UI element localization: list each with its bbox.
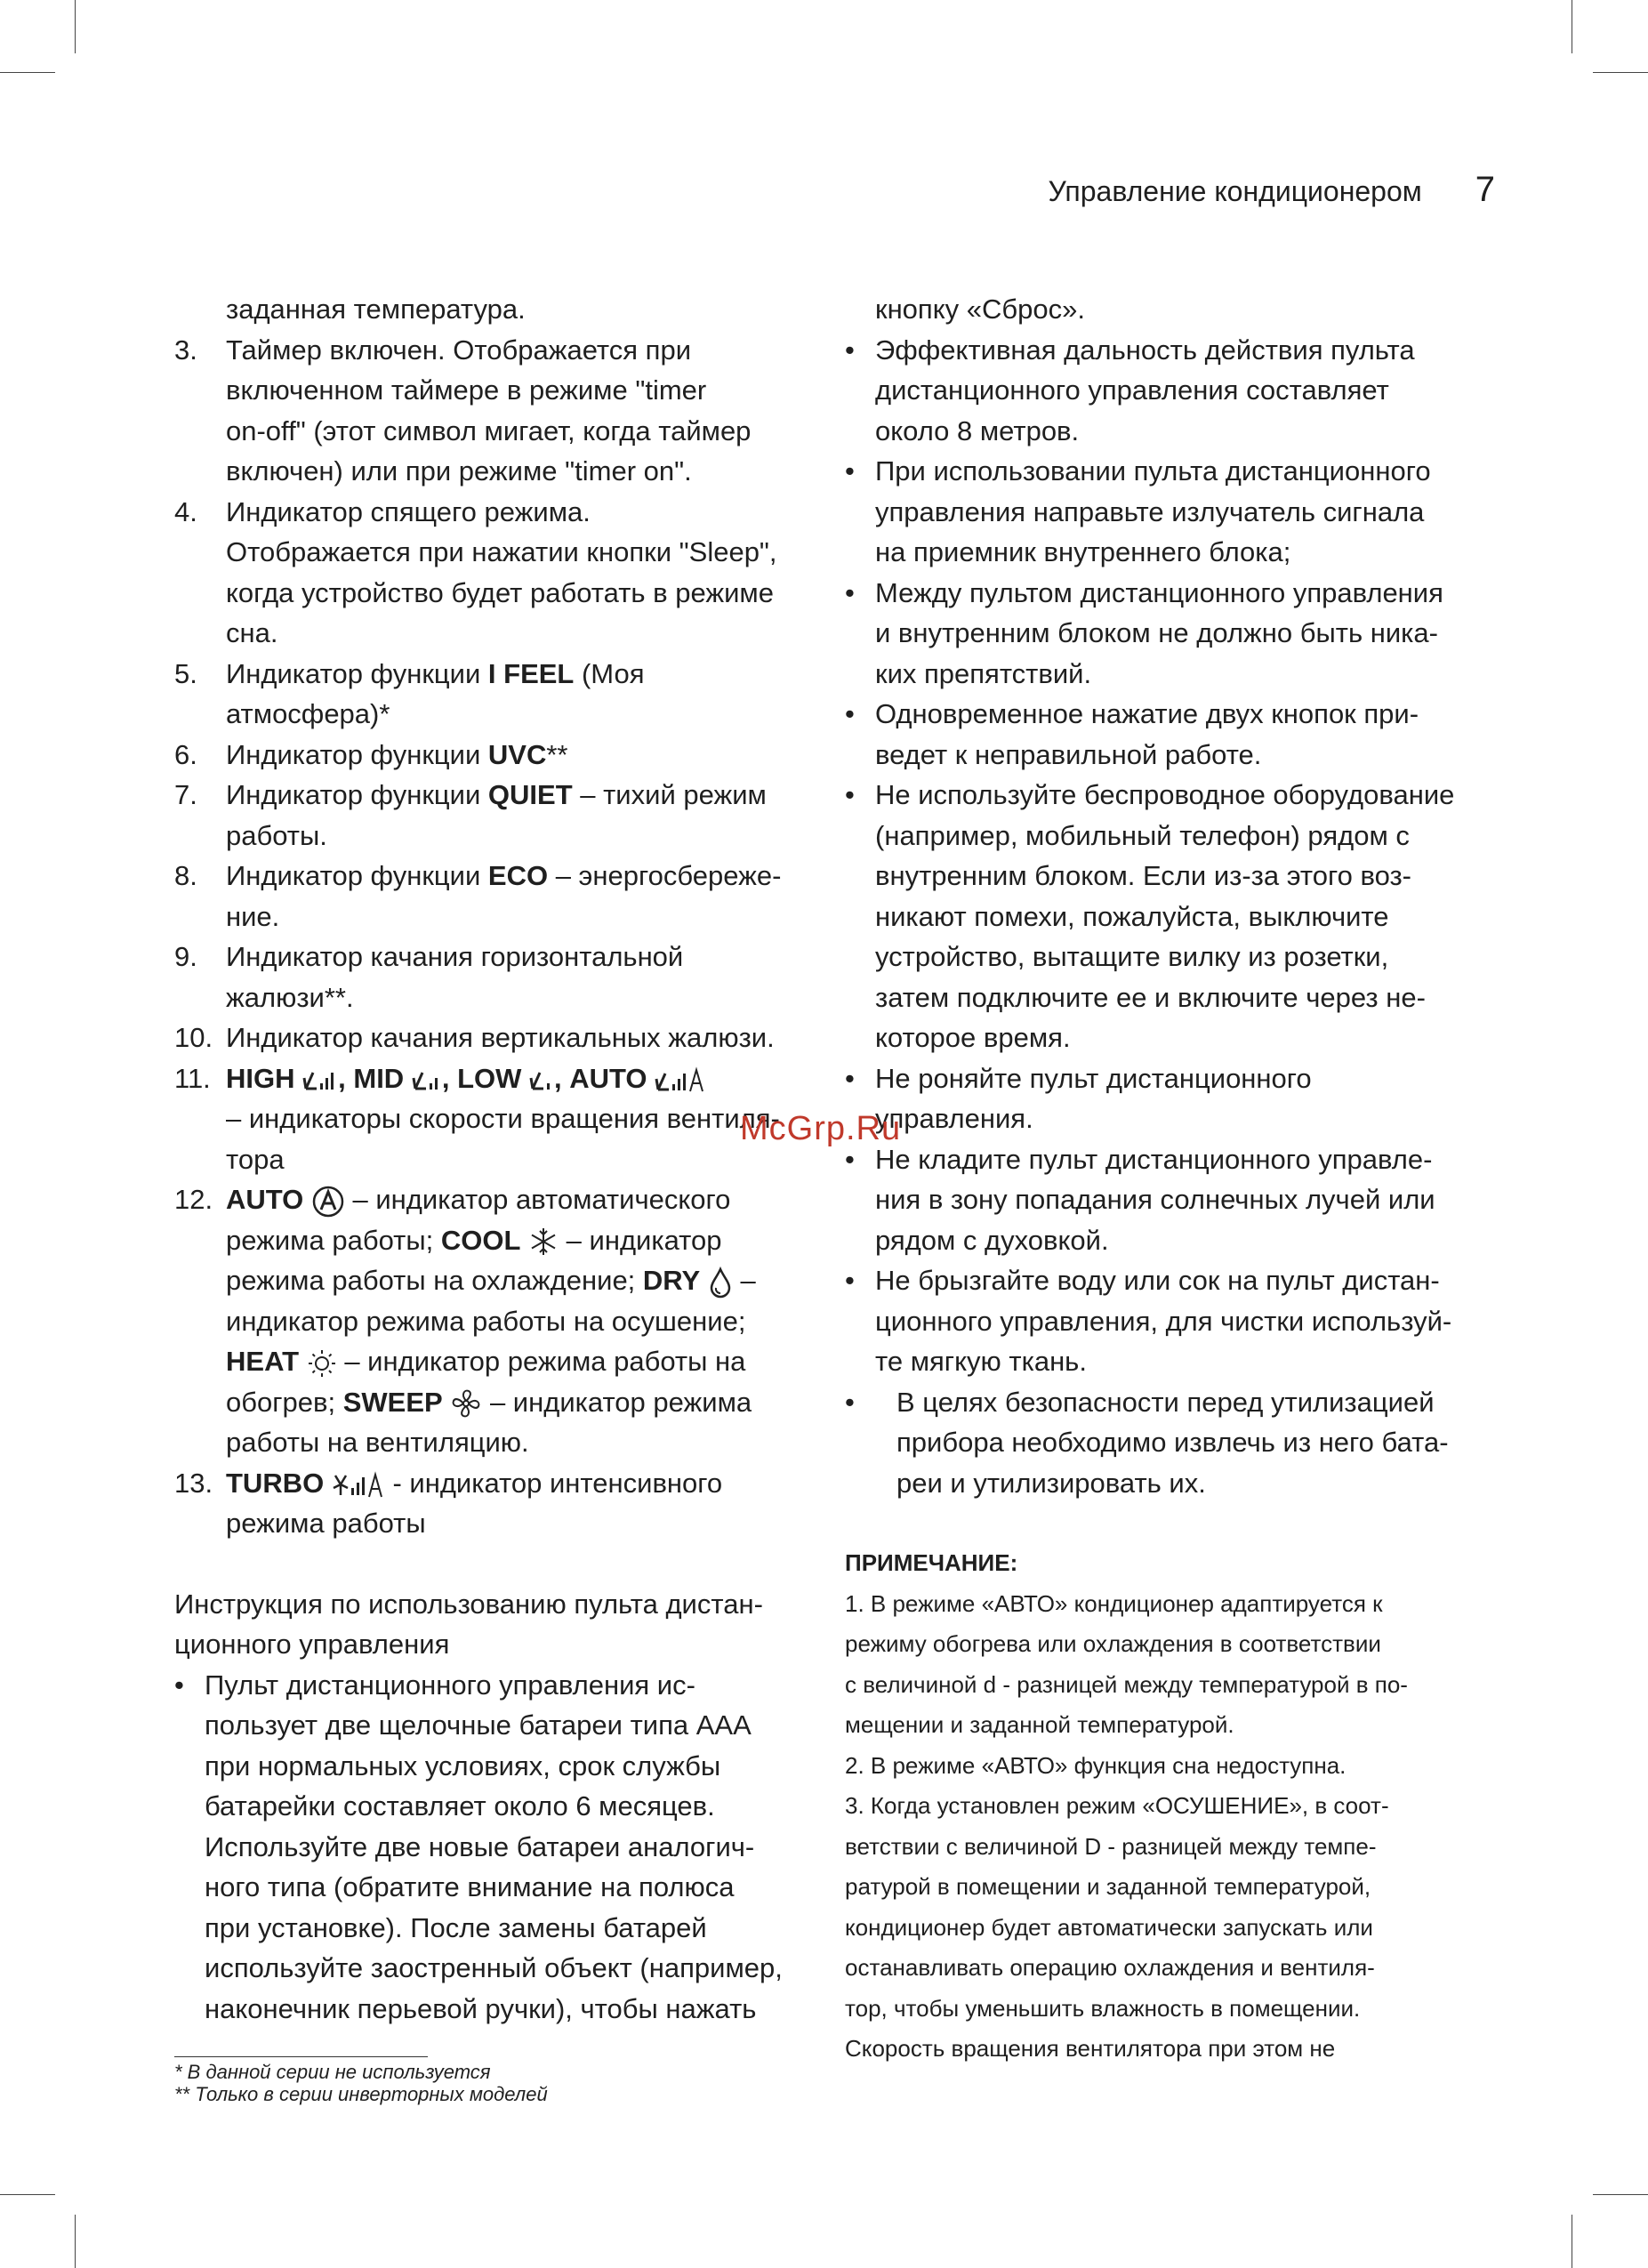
fan-speed-mid-icon — [412, 1067, 442, 1092]
item-line: – индикаторы скорости вращения вентиля- — [226, 1103, 780, 1134]
header-title: Управление кондиционером — [1048, 175, 1422, 207]
bullet-item — [845, 1139, 1485, 1261]
crop-mark — [0, 2194, 55, 2195]
fan-speed-low-icon — [529, 1067, 554, 1092]
item-line: тора — [226, 1143, 285, 1175]
item-line: Индикатор качания вертикальных жалюзи. — [226, 1022, 775, 1053]
bullet-line: батарейки составляет около 6 месяцев. — [205, 1790, 715, 1822]
item-text: – индикатор автоматического — [344, 1184, 731, 1215]
list-item — [174, 654, 815, 735]
bullet-item — [174, 1665, 815, 2030]
list-item — [174, 856, 815, 937]
mode-heat-label: HEAT — [226, 1346, 300, 1377]
note-line: с величиной d - разницей между температурой в по- — [845, 1670, 1408, 1698]
item-bold: ECO — [487, 860, 549, 891]
fan-mid-label: MID — [353, 1062, 405, 1094]
bullet-line: те мягкую ткань. — [875, 1346, 1087, 1377]
turbo-icon — [332, 1470, 385, 1499]
item-text: – энергосбереже- — [548, 860, 782, 891]
watermark: McGrp.Ru — [740, 1110, 902, 1147]
list-item — [174, 735, 815, 776]
bullet-line: Пульт дистанционного управления ис- — [205, 1669, 695, 1701]
note-line: 2. В режиме «АВТО» функция сна недоступна. — [845, 1751, 1347, 1779]
bullet-line: Одновременное нажатие двух кнопок при- — [875, 698, 1419, 729]
item-number: 6. — [174, 738, 197, 770]
item-text: ** — [546, 738, 568, 770]
bullet-line: Используйте две новые батареи аналогич- — [205, 1830, 755, 1862]
left-lead: заданная температура. — [226, 294, 526, 325]
item-number: 5. — [174, 657, 197, 689]
bullet-line: (например, мобильный телефон) рядом с — [875, 819, 1410, 851]
fan-auto-label: AUTO — [569, 1062, 647, 1094]
item-line: жалюзи**. — [226, 981, 354, 1013]
item-text: – тихий режим — [572, 779, 767, 810]
instruction-heading — [174, 1584, 815, 1665]
bullet-line: рядом с духовкой. — [875, 1224, 1109, 1256]
item-text: режима работы; — [226, 1224, 441, 1256]
item-bold: UVC — [487, 738, 547, 770]
item-bold: QUIET — [487, 779, 573, 810]
bullet-item — [845, 330, 1485, 452]
bullet-mark: • — [845, 334, 855, 366]
item-number: 8. — [174, 860, 197, 891]
crop-mark — [1593, 72, 1648, 73]
note-line: ветствии с величиной D - разницей между темпе- — [845, 1832, 1377, 1860]
mode-cool-label: COOL — [440, 1224, 521, 1256]
bullet-line: ких препятствий. — [875, 657, 1092, 689]
bullet-line: при установке). После замены батарей — [205, 1911, 707, 1943]
bullet-line: устройство, вытащите вилку из розетки, — [875, 941, 1389, 972]
footnote: * В данной серии не используется — [174, 2061, 491, 2083]
bullet-mark: • — [845, 698, 855, 729]
bullet-mark: • — [845, 1386, 855, 1418]
bullet-line: и внутренним блоком не должно быть ника- — [875, 617, 1438, 648]
bullet-list — [845, 330, 1485, 1382]
bullet-line: управления. — [875, 1103, 1033, 1134]
fan-icon — [450, 1387, 482, 1420]
bullet-item — [845, 1058, 1485, 1139]
list-item — [174, 937, 815, 1017]
mode-auto-label: AUTO — [226, 1184, 304, 1215]
left-column — [174, 289, 815, 2029]
item-line: ние. — [226, 900, 280, 932]
note-line: останавливать операцию охлаждения и вентиля- — [845, 1954, 1375, 1981]
bullet-line: ния в зону попадания солнечных лучей или — [875, 1184, 1435, 1215]
bullet-line: В целях безопасности перед утилизацией — [896, 1386, 1435, 1418]
bullet-line: Не используйте беспроводное оборудование — [875, 779, 1455, 810]
water-drop-icon — [708, 1267, 733, 1299]
bullet-mark: • — [845, 455, 855, 487]
note-line: 3. Когда установлен режим «ОСУШЕНИЕ», в соот- — [845, 1792, 1389, 1819]
bullet-line: дистанционного управления составляет — [875, 374, 1389, 406]
bullet-line: внутренним блоком. Если из-за этого воз- — [875, 860, 1412, 891]
auto-mode-icon — [311, 1185, 345, 1218]
bullet-item — [845, 573, 1485, 695]
item-text: режима работы на охлаждение; — [226, 1265, 643, 1296]
item-number: 3. — [174, 334, 197, 366]
item-number: 10. — [174, 1022, 213, 1053]
note-block — [845, 1543, 1485, 2070]
item-text: Индикатор функции — [226, 738, 488, 770]
crop-mark — [0, 72, 55, 73]
note-line: ратурой в помещении и заданной температурой, — [845, 1873, 1371, 1900]
fan-low-label: LOW — [457, 1062, 522, 1094]
bullet-line: при нормальных условиях, срок службы — [205, 1749, 721, 1781]
note-title: ПРИМЕЧАНИЕ: — [845, 1549, 1018, 1576]
bullet-item — [845, 1382, 1485, 1504]
fan-speed-auto-icon — [655, 1066, 706, 1093]
bullet-line: Не роняйте пульт дистанционного — [875, 1062, 1312, 1094]
page-number: 7 — [1475, 170, 1495, 209]
sun-icon — [307, 1348, 337, 1379]
item-text: Индикатор функции — [226, 779, 488, 810]
crop-mark — [75, 2215, 76, 2268]
bullet-line: затем подключите ее и включите через не- — [875, 981, 1426, 1013]
bullet-item — [845, 694, 1485, 775]
item-line: Таймер включен. Отображается при — [226, 334, 692, 366]
item-line: включен) или при режиме "timer on". — [226, 455, 692, 487]
crop-mark — [75, 0, 76, 53]
bullet-line: управления направьте излучатель сигнала — [875, 495, 1425, 527]
item-text: – индикатор режима — [482, 1386, 752, 1418]
bullet-line: используйте заостренный объект (например, — [205, 1952, 783, 1983]
item-text: – — [732, 1265, 756, 1296]
bullet-item — [845, 451, 1485, 573]
footnote-rule — [174, 2056, 428, 2057]
list-item — [174, 1463, 815, 1544]
list-item — [174, 1179, 815, 1463]
list-item — [174, 1017, 815, 1058]
item-line: работы на вентиляцию. — [226, 1427, 529, 1458]
item-number: 12. — [174, 1184, 213, 1215]
list-item: 11. HIGH , MID , LOW , AUTO – индикаторы скорости вращения вентиля- тора — [174, 1058, 815, 1180]
bullet-line: Не брызгайте воду или сок на пульт дистан- — [875, 1265, 1440, 1296]
list-item — [174, 330, 815, 492]
fan-speed-high-icon — [302, 1067, 338, 1092]
note-lines — [845, 1584, 1485, 2070]
bullet-line: ционного управления, для чистки используй- — [875, 1305, 1452, 1337]
item-text: - индикатор интенсивного — [384, 1467, 723, 1499]
mode-turbo-label: TURBO — [226, 1467, 325, 1499]
item-number: 9. — [174, 941, 197, 972]
item-number: 13. — [174, 1467, 213, 1499]
item-number: 7. — [174, 779, 197, 810]
list-item — [174, 492, 815, 654]
item-bold: I FEEL — [487, 657, 575, 689]
snowflake-icon — [528, 1226, 559, 1257]
item-text: – индикатор — [559, 1224, 722, 1256]
item-line: когда устройство будет работать в режиме — [226, 576, 774, 608]
bullet-line: Эффективная дальность действия пульта — [875, 334, 1415, 366]
note-line: режиму обогрева или охлаждения в соответствии — [845, 1630, 1381, 1657]
item-line: включенном таймере в режиме "timer — [226, 374, 707, 406]
item-line: сна. — [226, 617, 278, 648]
bullet-item — [845, 775, 1485, 1058]
bullet-line: ведет к неправильной работе. — [875, 738, 1262, 770]
bullet-line: которое время. — [875, 1022, 1071, 1053]
bullet-line: пользует две щелочные батареи типа AAA — [205, 1709, 752, 1741]
bullet-line: никают помехи, пожалуйста, выключите — [875, 900, 1389, 932]
bullet-line: При использовании пульта дистанционного — [875, 455, 1431, 487]
list-item — [174, 775, 815, 856]
bullet-mark: • — [845, 1265, 855, 1296]
right-lead: кнопку «Сброс». — [875, 294, 1085, 325]
bullet-mark: • — [845, 1062, 855, 1094]
mode-sweep-label: SWEEP — [342, 1386, 443, 1418]
bullet-line: ного типа (обратите внимание на полюса — [205, 1871, 735, 1902]
fan-high-label: HIGH — [226, 1062, 295, 1094]
bullet-line: около 8 метров. — [875, 414, 1080, 446]
footnote: ** Только в серии инверторных моделей — [174, 2083, 548, 2105]
item-line: атмосфера)* — [226, 698, 390, 729]
item-text: Индикатор функции — [226, 860, 488, 891]
item-line: работы. — [226, 819, 327, 851]
item-line: on-off" (этот символ мигает, когда таймер — [226, 414, 752, 446]
item-text: Индикатор функции — [226, 657, 488, 689]
bullet-mark: • — [845, 779, 855, 810]
bullet-mark: • — [174, 1669, 184, 1701]
note-line: кондиционер будет автоматически запускать или — [845, 1913, 1373, 1941]
note-line: 1. В режиме «АВТО» кондиционер адаптируется к — [845, 1589, 1383, 1617]
crop-mark — [1593, 2194, 1648, 2195]
item-line: режима работы — [226, 1508, 426, 1539]
item-line: Отображается при нажатии кнопки "Sleep", — [226, 536, 777, 567]
item-text: обогрев; — [226, 1386, 343, 1418]
item-number: 4. — [174, 495, 197, 527]
mode-dry-label: DRY — [642, 1265, 701, 1296]
bullet-mark: • — [845, 1143, 855, 1175]
page-header — [1049, 170, 1495, 210]
item-line: индикатор режима работы на осушение; — [226, 1305, 746, 1337]
item-text: – индикатор режима работы на — [336, 1346, 746, 1377]
heading-line: Инструкция по использованию пульта дистан- — [174, 1588, 763, 1620]
footnotes — [174, 2056, 548, 2105]
bullet-line: наконечник перьевой ручки), чтобы нажать — [205, 1992, 757, 2024]
bullet-mark: • — [845, 576, 855, 608]
item-text: (Моя — [574, 657, 645, 689]
note-line: мещении и заданной температурой. — [845, 1711, 1234, 1738]
note-line: тор, чтобы уменьшить влажность в помещении. — [845, 1994, 1361, 2022]
item-number: 11. — [174, 1062, 211, 1094]
bullet-line: реи и утилизировать их. — [896, 1467, 1206, 1499]
note-line: Скорость вращения вентилятора при этом не — [845, 2035, 1336, 2062]
bullet-line: Между пультом дистанционного управления — [875, 576, 1443, 608]
item-line: Индикатор спящего режима. — [226, 495, 591, 527]
item-line: Индикатор качания горизонтальной — [226, 941, 684, 972]
bullet-line: на приемник внутреннего блока; — [875, 536, 1291, 567]
right-column — [845, 289, 1485, 1503]
bullet-line: Не кладите пульт дистанционного управле- — [875, 1143, 1433, 1175]
heading-line: ционного управления — [174, 1629, 450, 1660]
bullet-item — [845, 1260, 1485, 1382]
bullet-line: прибора необходимо извлечь из него бата- — [896, 1427, 1449, 1458]
